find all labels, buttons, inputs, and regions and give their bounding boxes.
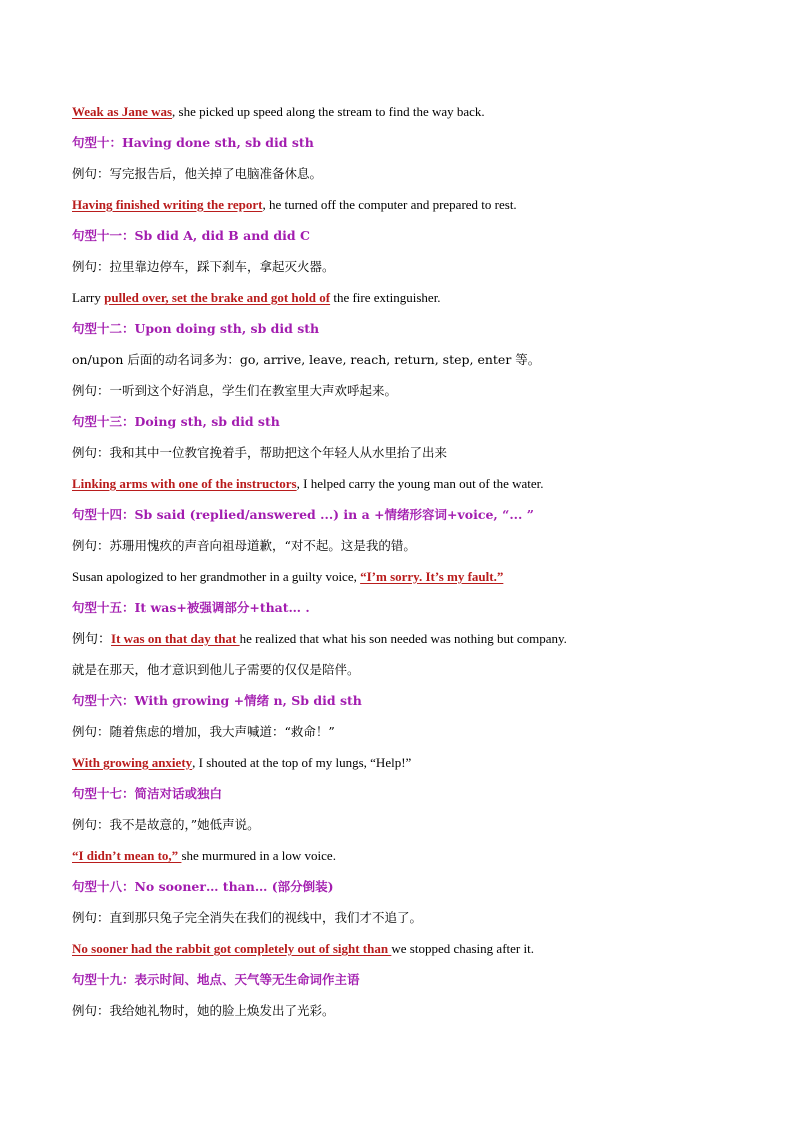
highlighted-phrase: “I didn’t mean to,” [72,848,182,863]
sentence-text: Susan apologized to her grandmother in a guilty voice, [72,569,361,584]
pattern-heading: 句型十八：No sooner… than… (部分倒装) [72,879,334,894]
example-sentence [72,282,732,313]
example-text: 例句：随着焦虑的增加，我大声喊道：“救命！” [72,724,335,739]
example-text: on/upon 后面的动名词多为：go, arrive, leave, reach, return, step, enter 等。 [72,352,541,367]
example-text: 例句：直到那只兔子完全消失在我们的视线中，我们才不追了。 [72,910,423,925]
sentence-text: the fire extinguisher. [330,290,441,305]
example-sentence [72,189,732,220]
pattern-heading: 句型十一：Sb did A, did B and did C [72,228,310,243]
sentence-text: 例句： [72,631,112,646]
example-sentence [72,747,732,778]
example-text: 就是在那天，他才意识到他儿子需要的仅仅是陪伴。 [72,662,360,677]
pattern-heading: 句型十三：Doing sth, sb did sth [72,414,280,429]
pattern-heading: 句型十六：With growing +情绪 n, Sb did sth [72,693,362,708]
example-text: 例句：一听到这个好消息，学生们在教室里大声欢呼起来。 [72,383,398,398]
sentence-text: , she picked up speed along the stream to find the way back. [172,104,485,119]
example-sentence [72,96,732,127]
example-sentence [72,840,732,871]
pattern-heading: 句型十二：Upon doing sth, sb did sth [72,321,320,336]
highlighted-phrase: pulled over, set the brake and got hold of [104,290,331,305]
pattern-heading: 句型十九：表示时间、地点、天气等无生命词作主语 [72,972,360,987]
example-text: 例句：我不是故意的，”她低声说。 [72,817,260,832]
sentence-text: , he turned off the computer and prepared to rest. [262,197,517,212]
example-text: 例句：我给她礼物时，她的脸上焕发出了光彩。 [72,1003,335,1018]
highlighted-phrase: It was on that day that [111,631,240,646]
sentence-text: she murmured in a low voice. [181,848,336,863]
pattern-heading: 句型十七：简洁对话或独白 [72,786,223,801]
sentence-text: , I helped carry the young man out of the water. [296,476,544,491]
example-sentence [72,468,732,499]
pattern-heading: 句型十四：Sb said (replied/answered ...) in a +情绪形容词+voice, “... ” [72,507,534,522]
sentence-text: Larry [72,290,105,305]
highlighted-phrase: Weak as Jane was [72,104,173,119]
pattern-heading: 句型十五：It was+被强调部分+that… . [72,600,310,615]
sentence-text: he realized that what his son needed was nothing but company. [239,631,567,646]
highlighted-phrase: “I’m sorry. It’s my fault.” [360,569,504,584]
sentence-text: , I shouted at the top of my lungs, “Help!” [192,755,412,770]
example-sentence [72,623,732,654]
example-text: 例句：写完报告后，他关掉了电脑准备休息。 [72,166,323,181]
example-text: 例句：苏珊用愧疚的声音向祖母道歉，“对不起。这是我的错。 [72,538,416,553]
pattern-heading: 句型十：Having done sth, sb did sth [72,135,314,150]
document-page [72,96,732,1026]
example-sentence [72,561,732,592]
highlighted-phrase: Linking arms with one of the instructors [72,476,297,491]
highlighted-phrase: With growing anxiety [72,755,193,770]
example-sentence [72,933,732,964]
example-text: 例句：拉里靠边停车，踩下刹车，拿起灭火器。 [72,259,335,274]
example-text: 例句：我和其中一位教官挽着手，帮助把这个年轻人从水里抬了出来 [72,445,448,460]
sentence-text: we stopped chasing after it. [391,941,534,956]
highlighted-phrase: Having finished writing the report [72,197,263,212]
highlighted-phrase: No sooner had the rabbit got completely out of sight than [72,941,392,956]
